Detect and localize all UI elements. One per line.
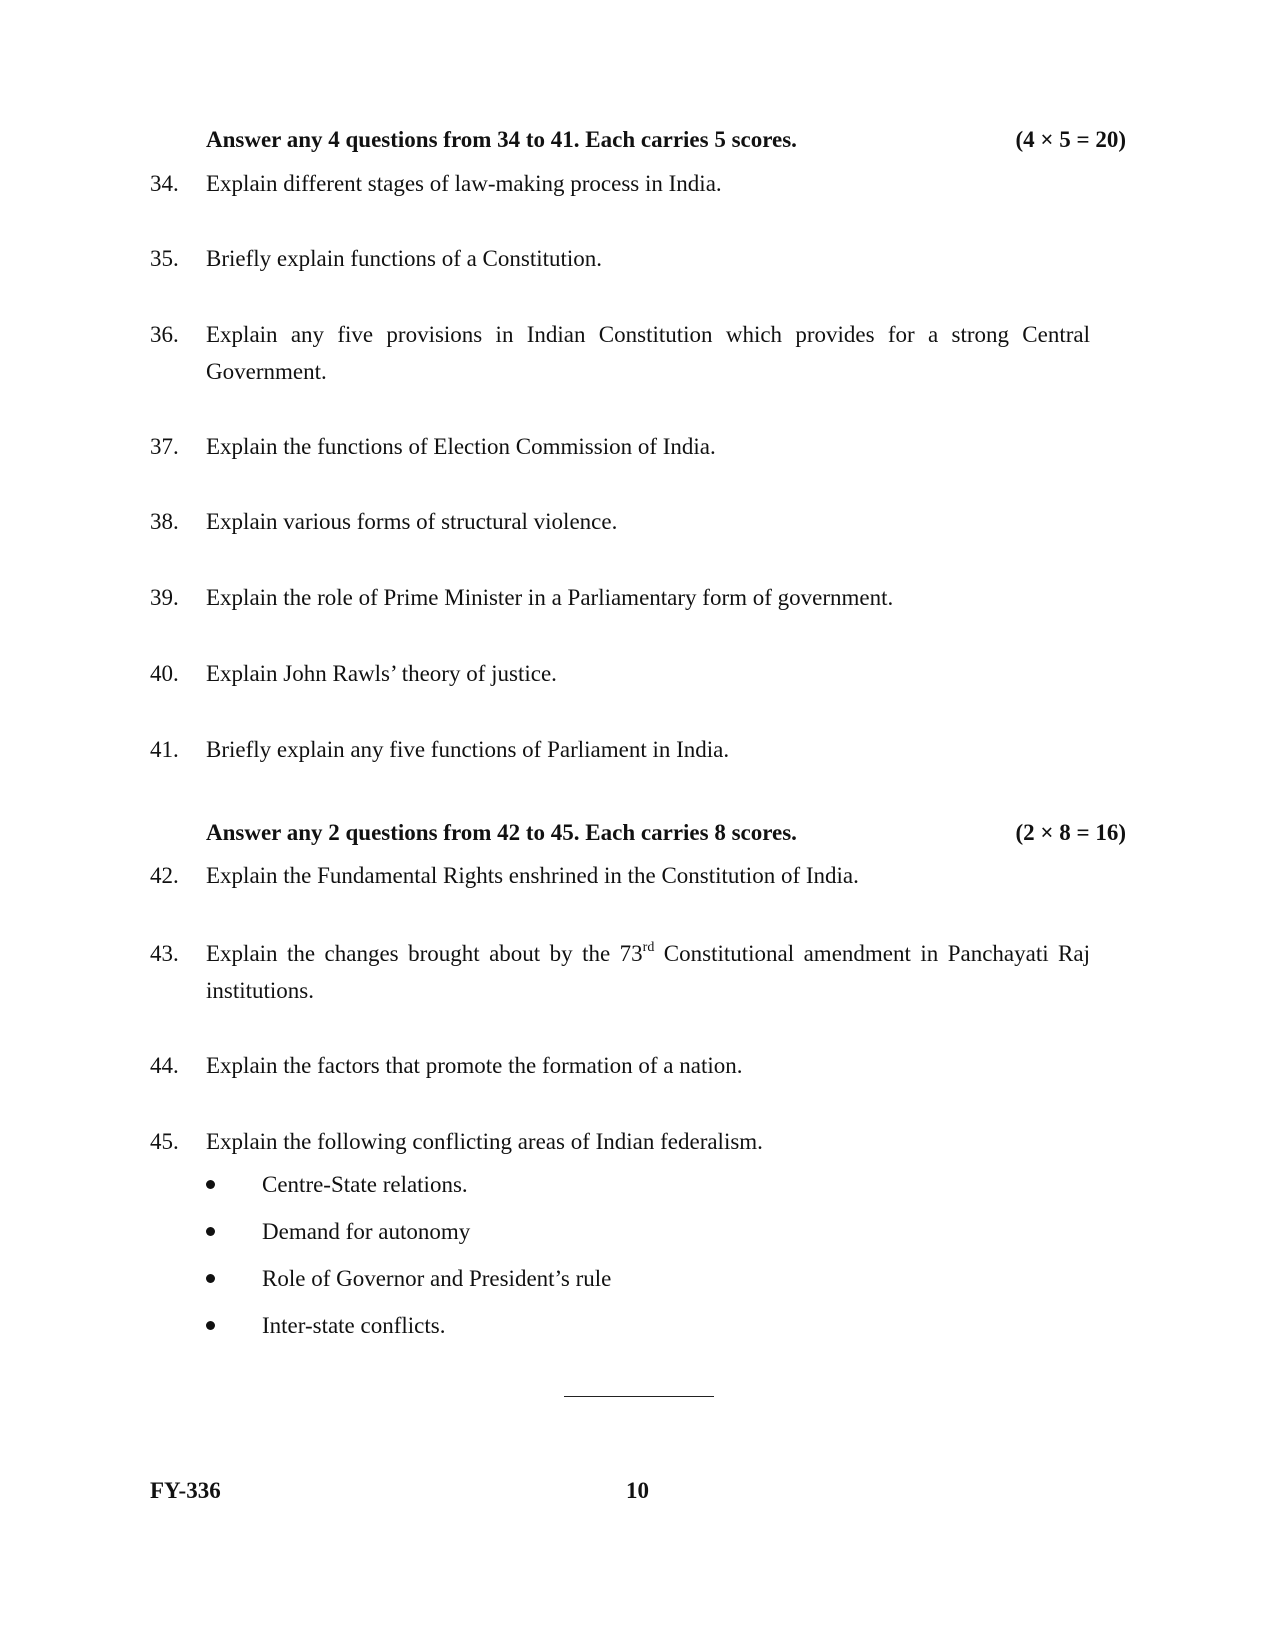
- question-number: 41.: [150, 737, 179, 762]
- question-text: Explain various forms of structural violence.: [206, 509, 618, 534]
- question-45: [150, 1123, 1090, 1160]
- question-44: [150, 1047, 1090, 1084]
- question-40: [150, 655, 1090, 692]
- question-41: [150, 731, 1090, 768]
- question-42: [150, 857, 1090, 894]
- question-number: 43.: [150, 941, 179, 966]
- page-number: 10: [626, 1478, 649, 1503]
- bullet-icon: [206, 1227, 215, 1236]
- bullet-icon: [206, 1321, 215, 1330]
- question-text: Explain John Rawls’ theory of justice.: [206, 661, 557, 686]
- section-marks: (2 × 8 = 16): [1015, 820, 1126, 845]
- question-text: Briefly explain functions of a Constitution.: [206, 246, 603, 271]
- question-text-part: Constitutional amendment in Panchayati Raj institutions.: [206, 941, 1091, 1003]
- ordinal-suffix: rd: [642, 940, 655, 955]
- question-text: Explain different stages of law-making process in India.: [206, 171, 722, 196]
- question-37: [150, 428, 1090, 465]
- question-number: 44.: [150, 1053, 179, 1078]
- question-number: 36.: [150, 322, 179, 347]
- question-number: 40.: [150, 661, 179, 686]
- bullet-icon: [206, 1274, 215, 1283]
- list-item-text: Role of Governor and President’s rule: [262, 1266, 612, 1291]
- question-39: [150, 579, 1090, 616]
- question-text: Briefly explain any five functions of Parliament in India.: [206, 737, 730, 762]
- question-text: Explain any five provisions in Indian Constitution which provides for a strong Central Government.: [206, 322, 1090, 384]
- question-text: Explain the following conflicting areas of Indian federalism.: [206, 1129, 763, 1154]
- question-36: [150, 316, 1090, 390]
- question-number: 37.: [150, 434, 179, 459]
- question-text-part: Explain the changes brought about by the 73: [206, 941, 643, 966]
- question-number: 39.: [150, 585, 179, 610]
- question-text: [206, 935, 1090, 1009]
- question-number: 35.: [150, 246, 179, 271]
- bullet-icon: [206, 1180, 215, 1189]
- question-34: [150, 165, 1090, 202]
- question-number: 42.: [150, 863, 179, 888]
- list-item-text: Centre-State relations.: [262, 1172, 468, 1197]
- paper-code: FY-336: [150, 1478, 221, 1503]
- section-instruction: Answer any 2 questions from 42 to 45. Each carries 8 scores.: [206, 820, 797, 845]
- question-text: Explain the factors that promote the formation of a nation.: [206, 1053, 743, 1078]
- list-item-text: Demand for autonomy: [262, 1219, 471, 1244]
- list-item-text: Inter-state conflicts.: [262, 1313, 446, 1338]
- end-divider: [564, 1396, 714, 1397]
- question-number: 34.: [150, 171, 179, 196]
- question-text: Explain the role of Prime Minister in a Parliamentary form of government.: [206, 585, 894, 610]
- question-text: Explain the functions of Election Commission of India.: [206, 434, 716, 459]
- question-35: [150, 240, 1090, 277]
- section-marks: (4 × 5 = 20): [1015, 127, 1126, 152]
- question-38: [150, 503, 1090, 540]
- question-text: Explain the Fundamental Rights enshrined in the Constitution of India.: [206, 863, 859, 888]
- question-number: 45.: [150, 1129, 179, 1154]
- question-43: [150, 935, 1090, 1009]
- question-number: 38.: [150, 509, 179, 534]
- section-instruction: Answer any 4 questions from 34 to 41. Each carries 5 scores.: [206, 127, 797, 152]
